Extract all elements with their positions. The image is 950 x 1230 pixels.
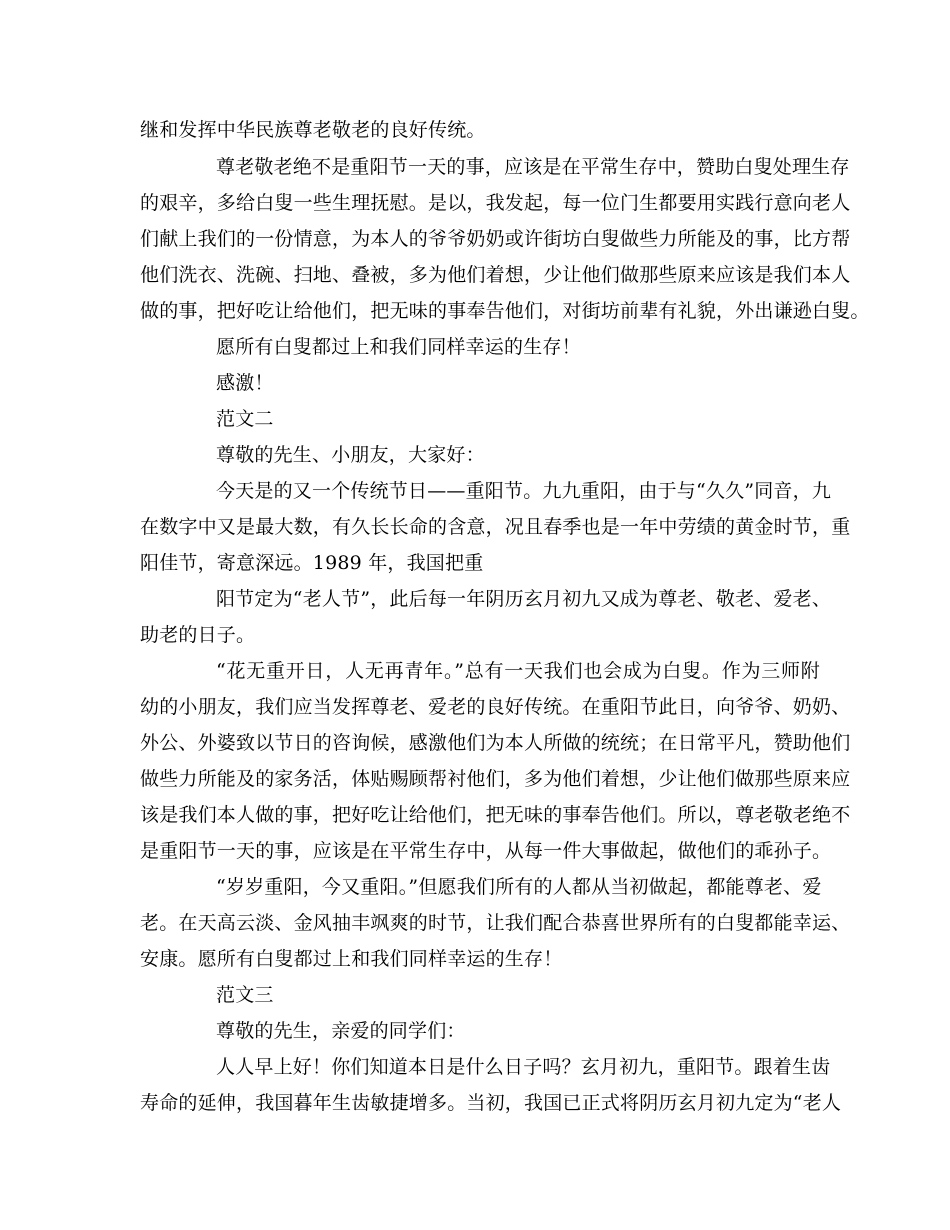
salutation: 尊敬的先生，亲爱的同学们： xyxy=(216,1020,466,1042)
text-line: 人人早上好！你们知道本日是什么日子吗？玄月初九，重阳节。跟着生齿 xyxy=(216,1056,831,1078)
text-line: 做些力所能及的家务活，体贴赐顾帮衬他们，多为他们着想，少让他们做那些原来应 xyxy=(140,768,851,790)
text-line: 安康。愿所有白叟都过上和我们同样幸运的生存！ xyxy=(140,948,563,970)
text-line: 幼的小朋友，我们应当发挥尊老、爱老的良好传统。在重阳节此日，向爷爷、奶奶、 xyxy=(140,696,851,718)
text-line: 今天是的又一个传统节日——重阳节。九九重阳，由于与“久久”同音，九 xyxy=(216,480,832,502)
section-heading: 范文二 xyxy=(216,408,274,430)
text-line: 的艰辛，多给白叟一些生理抚慰。是以，我发起，每一位门生都要用实践行意向老人 xyxy=(140,192,851,214)
text-line: 外公、外婆致以节日的咨询候，感激他们为本人所做的统统；在日常平凡，赞助他们 xyxy=(140,732,851,754)
text-line: 阳节定为“老人节”，此后每一年阴历玄月初九又成为尊老、敬老、爱老、 xyxy=(216,588,832,610)
text-line: 助老的日子。 xyxy=(140,624,256,646)
salutation: 尊敬的先生、小朋友，大家好： xyxy=(216,444,485,466)
text-line: 寿命的延伸，我国暮年生齿敏捷增多。当初，我国已正式将阴历玄月初九定为“老人 xyxy=(140,1092,842,1114)
text-line: 老。在天高云淡、金风抽丰飒爽的时节，让我们配合恭喜世界所有的白叟都能幸运、 xyxy=(140,912,851,934)
text-line: 是重阳节一天的事，应该是在平常生存中，从每一件大事做起，做他们的乖孙子。 xyxy=(140,840,832,862)
text-line: 们献上我们的一份情意，为本人的爷爷奶奶或许街坊白叟做些力所能及的事，比方帮 xyxy=(140,228,851,250)
text-line: “花无重开日，人无再青年。”总有一天我们也会成为白叟。作为三师附 xyxy=(216,660,820,682)
text-line: 他们洗衣、洗碗、扫地、叠被，多为他们着想，少让他们做那些原来应该是我们本人 xyxy=(140,264,851,286)
text-line: 继和发挥中华民族尊老敬老的良好传统。 xyxy=(140,119,486,141)
text-line: 该是我们本人做的事，把好吃让给他们，把无味的事奉告他们。所以，尊老敬老绝不 xyxy=(140,804,851,826)
text-line: 阳佳节，寄意深远。1989 年，我国把重 xyxy=(140,552,484,574)
text-line: 感激！ xyxy=(216,372,274,394)
text-line: 愿所有白叟都过上和我们同样幸运的生存！ xyxy=(216,336,581,358)
text-line: 做的事，把好吃让给他们，把无味的事奉告他们，对街坊前辈有礼貌，外出谦逊白叟。 xyxy=(140,300,870,322)
text-line: 在数字中又是最大数，有久长长命的含意，况且春季也是一年中劳绩的黄金时节，重 xyxy=(140,516,851,538)
section-heading: 范文三 xyxy=(216,984,274,1006)
text-line: “岁岁重阳，今又重阳。”但愿我们所有的人都从当初做起，都能尊老、爱 xyxy=(216,876,822,898)
text-line: 尊老敬老绝不是重阳节一天的事，应该是在平常生存中，赞助白叟处理生存 xyxy=(216,156,850,178)
